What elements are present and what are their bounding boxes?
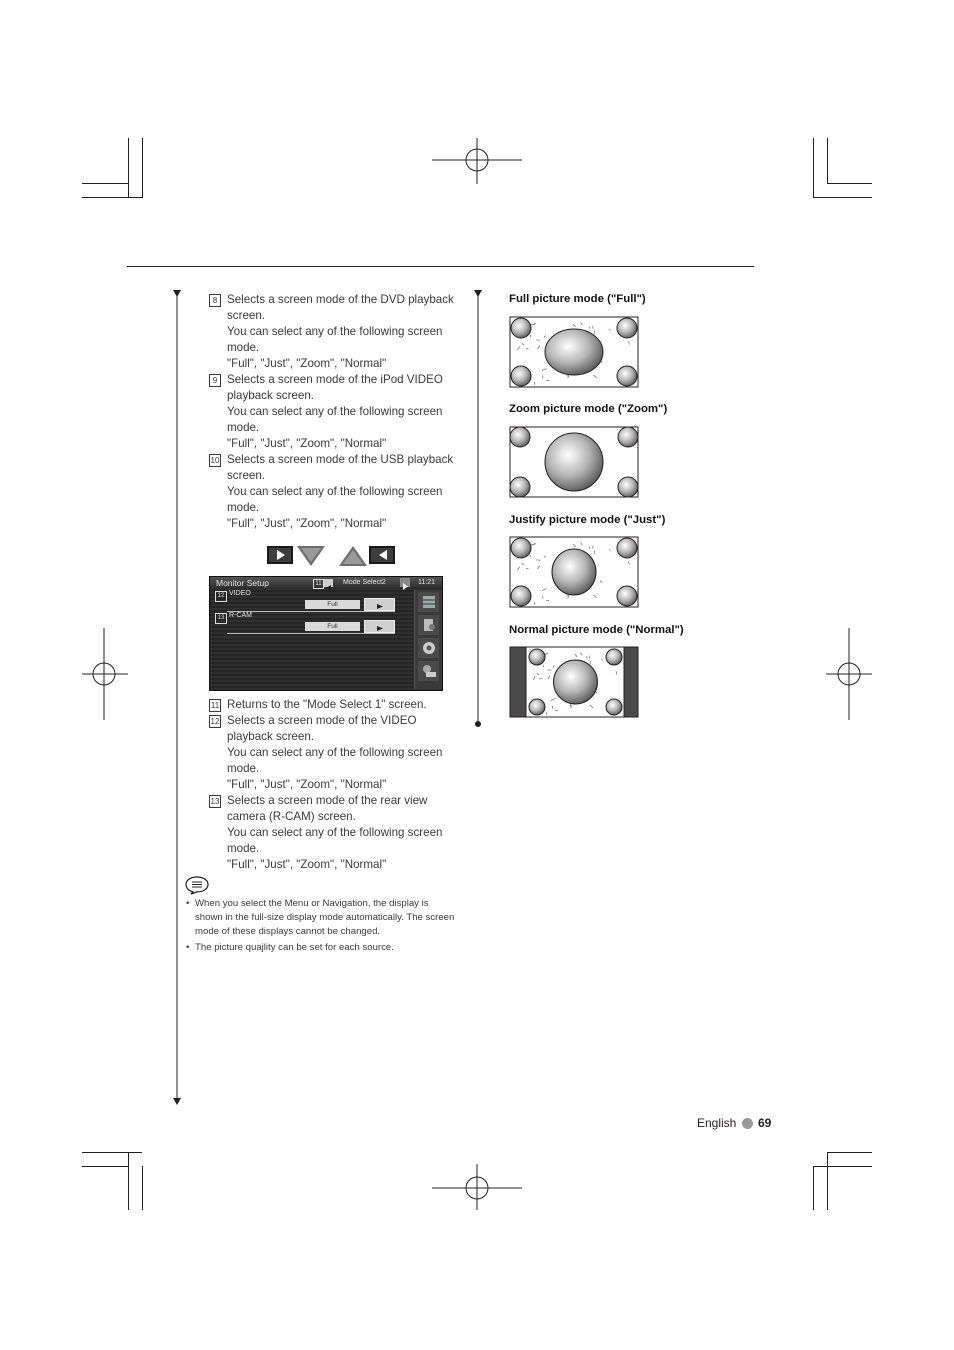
item-12 bbox=[209, 713, 459, 793]
item-line: You can select any of the following screen bbox=[227, 746, 443, 759]
item-number: 11 bbox=[210, 701, 220, 710]
mode-title-full: Full picture mode ("Full") bbox=[509, 293, 646, 305]
prev-button-icon bbox=[369, 546, 395, 564]
screen-page-number: 11 bbox=[313, 579, 324, 589]
tools-icon bbox=[418, 661, 439, 681]
zoom-mode-picture bbox=[509, 426, 639, 498]
item-line: "Full", "Just", "Zoom", "Normal" bbox=[227, 778, 387, 791]
item-line: You can select any of the following screen bbox=[227, 325, 443, 338]
screen-clock: 11:21 bbox=[418, 579, 435, 586]
mode-title-normal: Normal picture mode ("Normal") bbox=[509, 624, 684, 636]
item-line: Selects a screen mode of the iPod VIDEO bbox=[227, 373, 443, 386]
item-number: 12 bbox=[210, 717, 220, 726]
screen-row-number: 12 bbox=[215, 591, 227, 602]
note-icon bbox=[185, 875, 209, 895]
menu-icon bbox=[418, 592, 439, 612]
item-line: mode. bbox=[227, 842, 260, 855]
item-number: 10 bbox=[210, 456, 220, 465]
item-line: mode. bbox=[227, 421, 260, 434]
nav-buttons-graphic bbox=[266, 544, 398, 570]
screen-row-label: VIDEO bbox=[229, 590, 251, 597]
settings-icon bbox=[418, 615, 439, 635]
up-arrow-icon bbox=[339, 546, 367, 566]
item-line: playback screen. bbox=[227, 730, 314, 743]
item-line: Selects a screen mode of the rear view bbox=[227, 794, 428, 807]
item-number: 13 bbox=[210, 797, 220, 806]
item-line: screen. bbox=[227, 469, 266, 482]
item-line: Selects a screen mode of the VIDEO bbox=[227, 714, 417, 727]
note-item: • When you select the Menu or Navigation, the display is shown in the full-size display mode automatically. The screen mode of these displays cannot be changed. bbox=[186, 897, 456, 939]
down-arrow-icon bbox=[297, 546, 325, 566]
item-line: Returns to the "Mode Select 1" screen. bbox=[227, 698, 427, 711]
item-line: camera (R-CAM) screen. bbox=[227, 810, 356, 823]
item-13 bbox=[209, 793, 459, 873]
item-line: playback screen. bbox=[227, 389, 314, 402]
screen-side-panel bbox=[414, 590, 442, 689]
page-number: 69 bbox=[758, 1116, 772, 1130]
item-line: "Full", "Just", "Zoom", "Normal" bbox=[227, 858, 387, 871]
item-number: 9 bbox=[209, 374, 221, 387]
item-line: screen. bbox=[227, 309, 266, 322]
item-line: "Full", "Just", "Zoom", "Normal" bbox=[227, 437, 387, 450]
screen-title: Monitor Setup bbox=[216, 578, 269, 588]
item-line: "Full", "Just", "Zoom", "Normal" bbox=[227, 357, 387, 370]
note-item: • The picture quajlity can be set for each source. bbox=[186, 941, 456, 955]
item-8 bbox=[209, 292, 459, 372]
item-line: mode. bbox=[227, 341, 260, 354]
item-line: mode. bbox=[227, 762, 260, 775]
just-mode-picture bbox=[509, 536, 639, 608]
notes-list bbox=[186, 897, 456, 955]
item-number: 8 bbox=[209, 294, 221, 307]
item-line: Selects a screen mode of the DVD playback bbox=[227, 293, 454, 306]
mode-title-just: Justify picture mode ("Just") bbox=[509, 514, 666, 526]
item-11 bbox=[209, 697, 459, 713]
mode-title-zoom: Zoom picture mode ("Zoom") bbox=[509, 403, 668, 415]
item-line: You can select any of the following screen bbox=[227, 485, 443, 498]
rcam-mode-button[interactable] bbox=[364, 620, 395, 633]
screen-mode-label: Mode Select2 bbox=[343, 579, 386, 586]
screen-row-value: Full bbox=[305, 600, 360, 609]
video-mode-button[interactable] bbox=[364, 598, 395, 611]
back-arrow-icon[interactable] bbox=[324, 579, 333, 587]
item-line: You can select any of the following screen bbox=[227, 826, 443, 839]
screen-row-label: R-CAM bbox=[229, 612, 252, 619]
footer-language: English bbox=[697, 1116, 737, 1130]
monitor-setup-screen bbox=[209, 576, 443, 691]
full-mode-picture bbox=[509, 316, 639, 388]
item-line: mode. bbox=[227, 501, 260, 514]
item-9 bbox=[209, 372, 459, 452]
screen-row-value: Full bbox=[305, 622, 360, 631]
normal-mode-picture bbox=[509, 646, 639, 718]
audio-icon bbox=[418, 638, 439, 658]
item-line: You can select any of the following screen bbox=[227, 405, 443, 418]
item-line: Selects a screen mode of the USB playback bbox=[227, 453, 454, 466]
item-10 bbox=[209, 452, 459, 532]
footer-dot-icon bbox=[742, 1118, 753, 1129]
item-line: "Full", "Just", "Zoom", "Normal" bbox=[227, 517, 387, 530]
screen-row-number: 13 bbox=[215, 613, 227, 624]
forward-arrow-icon[interactable] bbox=[400, 578, 410, 587]
next-button-icon bbox=[267, 546, 293, 564]
